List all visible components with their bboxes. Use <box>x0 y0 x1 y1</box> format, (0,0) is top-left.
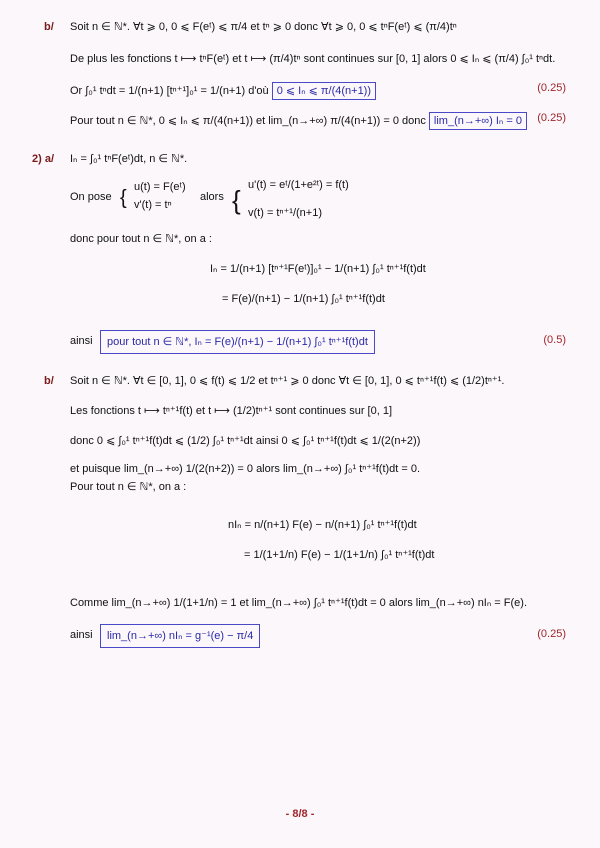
2a-box-wrap <box>100 330 375 354</box>
b1-result-box-1: 0 ⩽ Iₙ ⩽ π/(4(n+1)) <box>272 82 376 100</box>
2a-ainsi: ainsi <box>70 335 93 347</box>
2a-alors: alors <box>200 191 224 203</box>
2b-line4: et puisque lim_(n→+∞) 1/(2(n+2)) = 0 alors lim_(n→+∞) ∫₀¹ tⁿ⁺¹f(t)dt = 0. <box>70 463 421 475</box>
res-v: v(t) = tⁿ⁺¹/(n+1) <box>248 207 322 219</box>
b1-line3-text: Or ∫₀¹ tⁿdt = 1/(n+1) [tⁿ⁺¹]₀¹ = 1/(n+1) d'où <box>70 85 269 97</box>
b1-result-box-2: lim_(n→+∞) Iₙ = 0 <box>429 112 527 130</box>
2b-line2: Les fonctions t ⟼ tⁿ⁺¹f(t) et t ⟼ (1/2)tⁿ⁺¹ sont continues sur [0, 1] <box>70 405 393 417</box>
score-2a: (0.5) <box>543 334 566 346</box>
2b-ainsi: ainsi <box>70 629 93 641</box>
2b-box-wrap <box>100 624 260 648</box>
2b-line6: Comme lim_(n→+∞) 1/(1+1/n) = 1 et lim_(n→+∞) ∫₀¹ tⁿ⁺¹f(t)dt = 0 alors lim_(n→+∞) nIₙ = F(e). <box>70 597 528 609</box>
b1-line4-text: Pour tout n ∈ ℕ*, 0 ⩽ Iₙ ⩽ π/(4(n+1)) et lim_(n→+∞) π/(4(n+1)) = 0 donc <box>70 115 426 127</box>
2b-line1: Soit n ∈ ℕ*. ∀t ∈ [0, 1], 0 ⩽ f(t) ⩽ 1/2 et tⁿ⁺¹ ⩾ 0 donc ∀t ∈ [0, 1], 0 ⩽ tⁿ⁺¹f(t) ⩽ (1/2)tⁿ⁺¹. <box>70 375 505 387</box>
2b-line5: Pour tout n ∈ ℕ*, on a : <box>70 481 187 493</box>
label-b1: b/ <box>44 21 54 33</box>
score-b1-1: (0.25) <box>537 82 566 94</box>
2a-eq1: Iₙ = 1/(n+1) [tⁿ⁺¹F(eᵗ)]₀¹ − 1/(n+1) ∫₀¹ tⁿ⁺¹f(t)dt <box>210 263 426 275</box>
page-number: - 8/8 - <box>285 808 315 820</box>
2a-donc: donc pour tout n ∈ ℕ*, on a : <box>70 233 212 245</box>
b1-line1: Soit n ∈ ℕ*. ∀t ⩾ 0, 0 ⩽ F(eᵗ) ⩽ π/4 et tⁿ ⩾ 0 donc ∀t ⩾ 0, 0 ⩽ tⁿF(eᵗ) ⩽ (π/4)tⁿ <box>70 21 457 33</box>
2b-eq1: nIₙ = n/(n+1) F(e) − n/(n+1) ∫₀¹ tⁿ⁺¹f(t)dt <box>228 519 417 531</box>
b1-line2: De plus les fonctions t ⟼ tⁿF(eᵗ) et t ⟼ (π/4)tⁿ sont continues sur [0, 1] alors 0 ⩽ Iₙ ⩽ (π/4) ∫₀¹ tⁿdt. <box>70 53 556 65</box>
2a-result-box: pour tout n ∈ ℕ*, Iₙ = F(e)/(n+1) − 1/(n+1) ∫₀¹ tⁿ⁺¹f(t)dt <box>100 330 375 354</box>
2b-eq2: = 1/(1+1/n) F(e) − 1/(1+1/n) ∫₀¹ tⁿ⁺¹f(t)dt <box>244 549 435 561</box>
label-2a: 2) a/ <box>32 153 55 165</box>
pose-v: v'(t) = tⁿ <box>134 199 172 211</box>
2a-eq2: = F(e)/(n+1) − 1/(n+1) ∫₀¹ tⁿ⁺¹f(t)dt <box>222 293 385 305</box>
question-label-2a <box>32 152 54 166</box>
b1-line4 <box>70 112 527 130</box>
2b-result-box: lim_(n→+∞) nIₙ = g⁻¹(e) − π/4 <box>100 624 260 648</box>
res-u: u'(t) = eᵗ/(1+e²ᵗ) = f(t) <box>248 179 349 191</box>
2b-line3: donc 0 ⩽ ∫₀¹ tⁿ⁺¹f(t)dt ⩽ (1/2) ∫₀¹ tⁿ⁺¹dt ainsi 0 ⩽ ∫₀¹ tⁿ⁺¹f(t)dt ⩽ 1/(2(n+2)) <box>70 435 421 447</box>
score-2b: (0.25) <box>537 628 566 640</box>
2a-pose-intro: On pose <box>70 191 112 203</box>
score-b1-2: (0.25) <box>537 112 566 124</box>
2a-line1: Iₙ = ∫₀¹ tⁿF(eᵗ)dt, n ∈ ℕ*. <box>70 153 188 165</box>
pose-u: u(t) = F(eᵗ) <box>134 181 186 193</box>
left-brace-1: { <box>120 187 127 209</box>
left-brace-2: { <box>232 185 241 215</box>
label-2b: b/ <box>44 375 54 387</box>
b1-line3 <box>70 82 376 100</box>
question-label-b1 <box>44 20 54 34</box>
question-label-2b <box>44 374 54 388</box>
